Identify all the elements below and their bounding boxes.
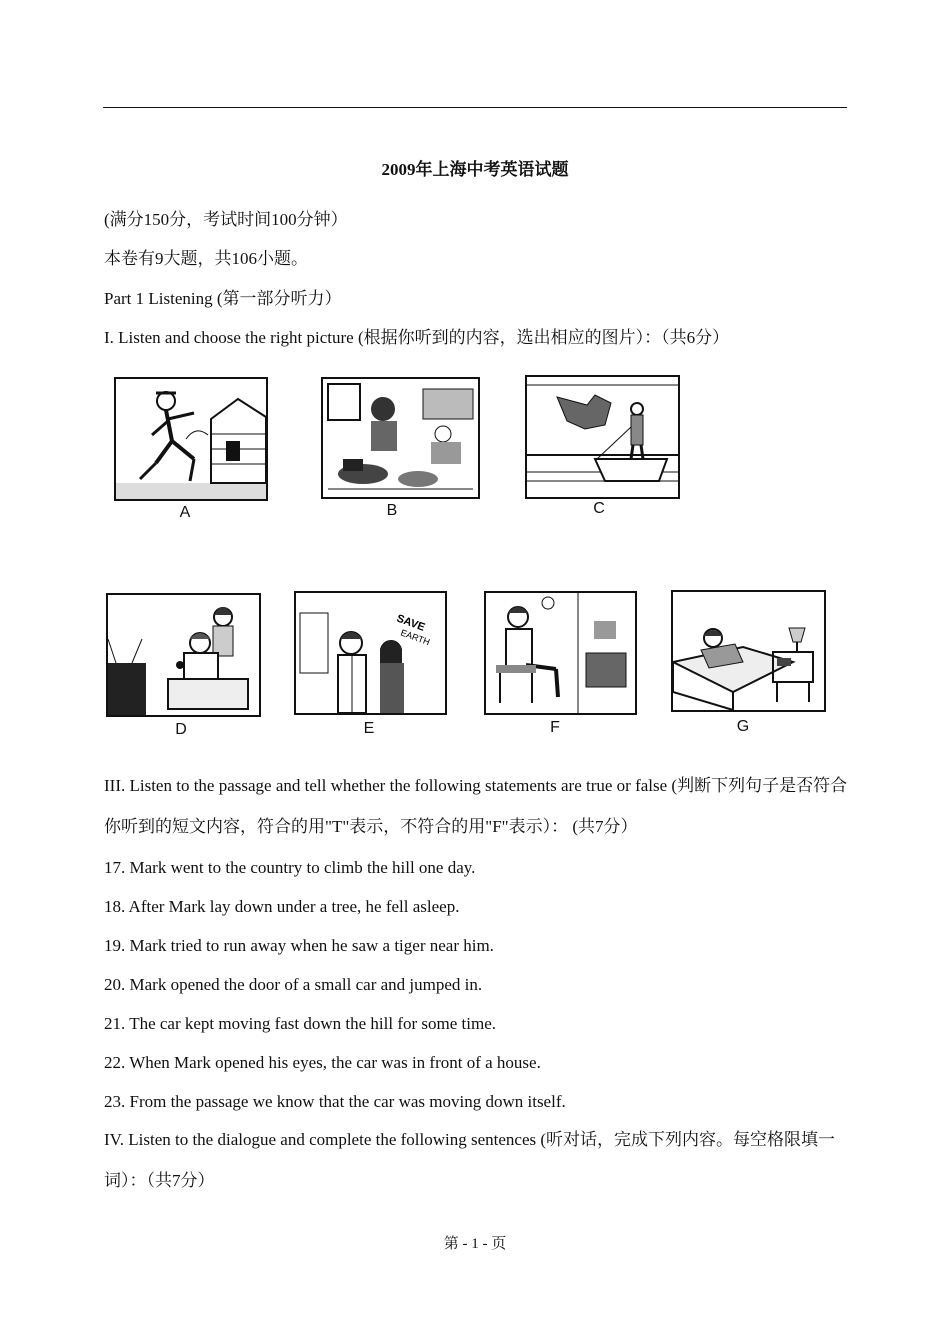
statement-20: 20. Mark opened the door of a small car and jumped in. xyxy=(104,975,483,994)
boat-illustration xyxy=(527,377,678,497)
statement-22: 22. When Mark opened his eyes, the car was in front of a house. xyxy=(104,1053,541,1072)
messy-room-illustration xyxy=(323,379,478,497)
picture-a-label: A xyxy=(179,504,191,521)
picture-b-label: B xyxy=(386,502,398,519)
section3-instruction: III. Listen to the passage and tell whether the following statements are true or false (判断下列句子是否符合你听到的短文内容，符合的用"T"表示，不符合的用"F"表示）： (共7分） xyxy=(104,776,848,836)
picture-g-bedroom xyxy=(671,590,826,712)
save-earth-illustration xyxy=(296,593,445,713)
section4-instruction: IV. Listen to the dialogue and complete the following sentences (听对话，完成下列内容。每空格限填一词）：（共7分） xyxy=(104,1130,836,1190)
svg-text:EARTH: EARTH xyxy=(399,627,432,648)
statement-23: 23. From the passage we know that the car was moving down itself. xyxy=(104,1092,566,1111)
tv-room-illustration xyxy=(108,595,259,715)
picture-a-runner xyxy=(114,377,268,501)
part1-heading: Part 1 Listening (第一部分听力） xyxy=(104,289,342,308)
section1-instruction: I. Listen and choose the right picture (根据你听到的内容，选出相应的图片）：（共6分） xyxy=(104,328,730,347)
page-number: 第 - 1 - 页 xyxy=(443,1236,507,1252)
statement-21: 21. The car kept moving fast down the hill for some time. xyxy=(104,1014,497,1033)
picture-f-man-sitting xyxy=(484,591,637,715)
score-time-note: (满分150分，考试时间100分钟） xyxy=(104,210,348,229)
picture-f-label: F xyxy=(550,719,560,736)
picture-g-label: G xyxy=(736,718,750,735)
picture-e-label: E xyxy=(363,720,375,737)
exam-title: 2009年上海中考英语试题 xyxy=(381,160,569,179)
picture-b-messy-room xyxy=(321,377,480,499)
svg-text:SAVE: SAVE xyxy=(394,612,427,634)
picture-e-save-earth xyxy=(294,591,447,715)
statement-19: 19. Mark tried to run away when he saw a tiger near him. xyxy=(104,936,494,955)
statement-17: 17. Mark went to the country to climb the hill one day. xyxy=(104,858,476,877)
runner-illustration xyxy=(116,379,266,499)
statement-18: 18. After Mark lay down under a tree, he fell asleep. xyxy=(104,897,460,916)
picture-d-label: D xyxy=(175,721,187,738)
structure-note: 本卷有9大题，共106小题。 xyxy=(104,249,308,268)
picture-c-label: C xyxy=(593,500,605,517)
picture-d-tv-room xyxy=(106,593,261,717)
bedroom-illustration xyxy=(673,592,824,710)
picture-c-boat xyxy=(525,375,680,499)
man-sitting-illustration xyxy=(486,593,635,713)
header-rule xyxy=(103,107,847,108)
